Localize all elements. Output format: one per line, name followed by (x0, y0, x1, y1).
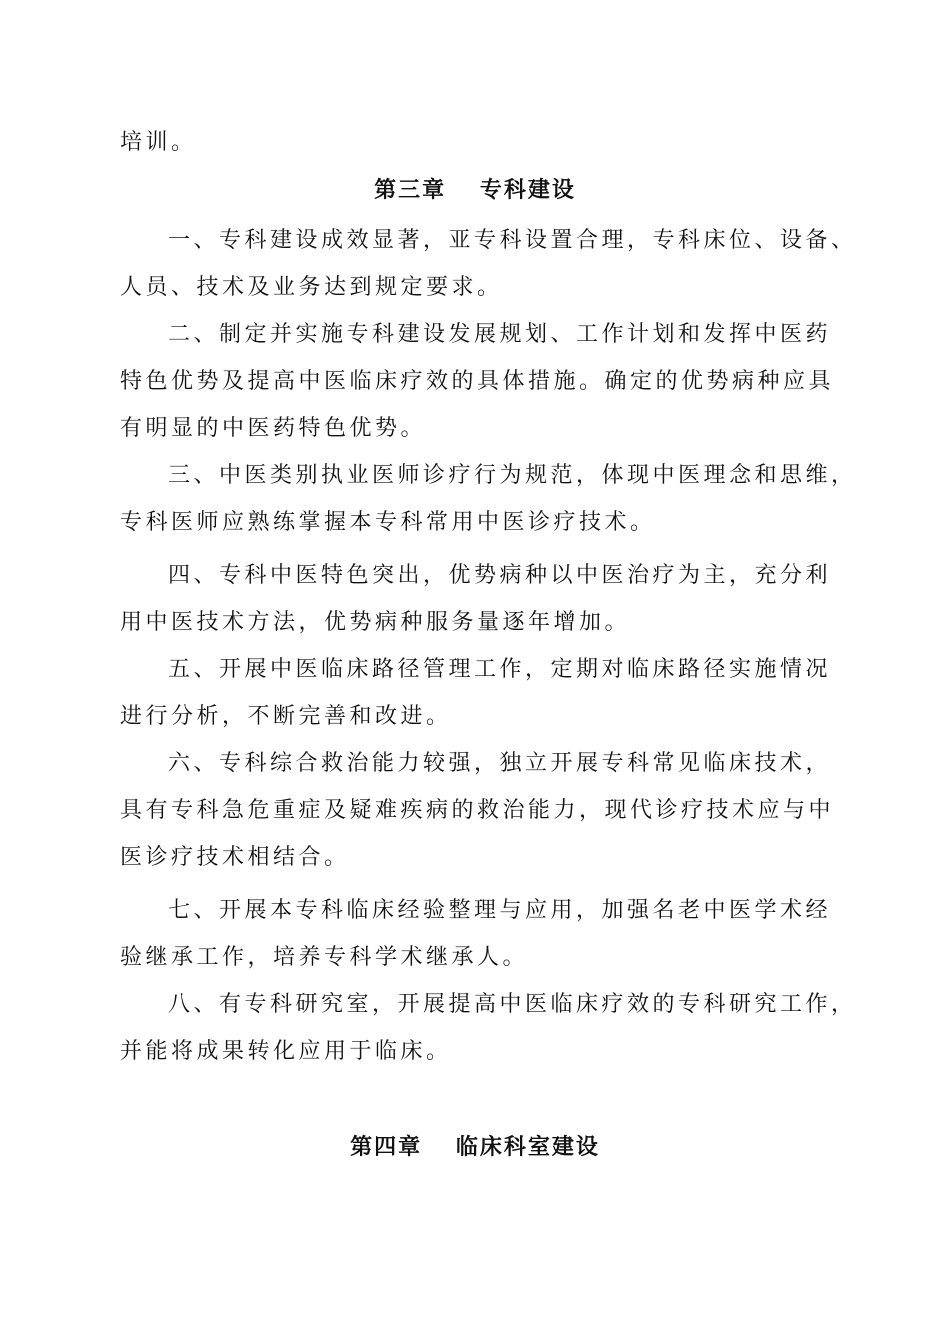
item-2-line-2: 特色优势及提高中医临床疗效的具体措施。确定的优势病种应具 (120, 369, 835, 394)
item-6-line-1: 六、专科综合救治能力较强，独立开展专科常见临床技术， (168, 751, 832, 776)
item-4-line-1: 四、专科中医特色突出，优势病种以中医治疗为主，充分利 (168, 563, 832, 588)
item-1-line-2: 人员、技术及业务达到规定要求。 (120, 275, 503, 300)
continuation-text: 培训。 (120, 130, 197, 155)
chapter-3-title: 第三章 专科建设 (374, 178, 576, 203)
item-2-line-3: 有明显的中医药特色优势。 (120, 416, 427, 441)
item-7-line-1: 七、开展本专科临床经验整理与应用，加强名老中医学术经 (168, 898, 832, 923)
item-7-line-2: 验继承工作，培养专科学术继承人。 (120, 945, 529, 970)
item-3-line-2: 专科医师应熟练掌握本专科常用中医诊疗技术。 (120, 510, 656, 535)
item-8-line-2: 并能将成果转化应用于临床。 (120, 1039, 452, 1064)
item-6-line-2: 具有专科急危重症及疑难疾病的救治能力，现代诊疗技术应与中 (120, 798, 835, 823)
item-2-line-1: 二、制定并实施专科建设发展规划、工作计划和发挥中医药 (168, 322, 832, 347)
item-4-line-2: 用中医技术方法，优势病种服务量逐年增加。 (120, 610, 631, 635)
chapter-4-title: 第四章 临床科室建设 (350, 1135, 600, 1160)
item-5-line-2: 进行分析，不断完善和改进。 (120, 704, 452, 729)
item-8-line-1: 八、有专科研究室，开展提高中医临床疗效的专科研究工作， (168, 992, 857, 1017)
item-6-line-3: 医诊疗技术相结合。 (120, 845, 350, 870)
item-5-line-1: 五、开展中医临床路径管理工作，定期对临床路径实施情况 (168, 657, 832, 682)
item-1-line-1: 一、专科建设成效显著，亚专科设置合理，专科床位、设备、 (168, 228, 857, 253)
item-3-line-1: 三、中医类别执业医师诊疗行为规范，体现中医理念和思维， (168, 463, 857, 488)
